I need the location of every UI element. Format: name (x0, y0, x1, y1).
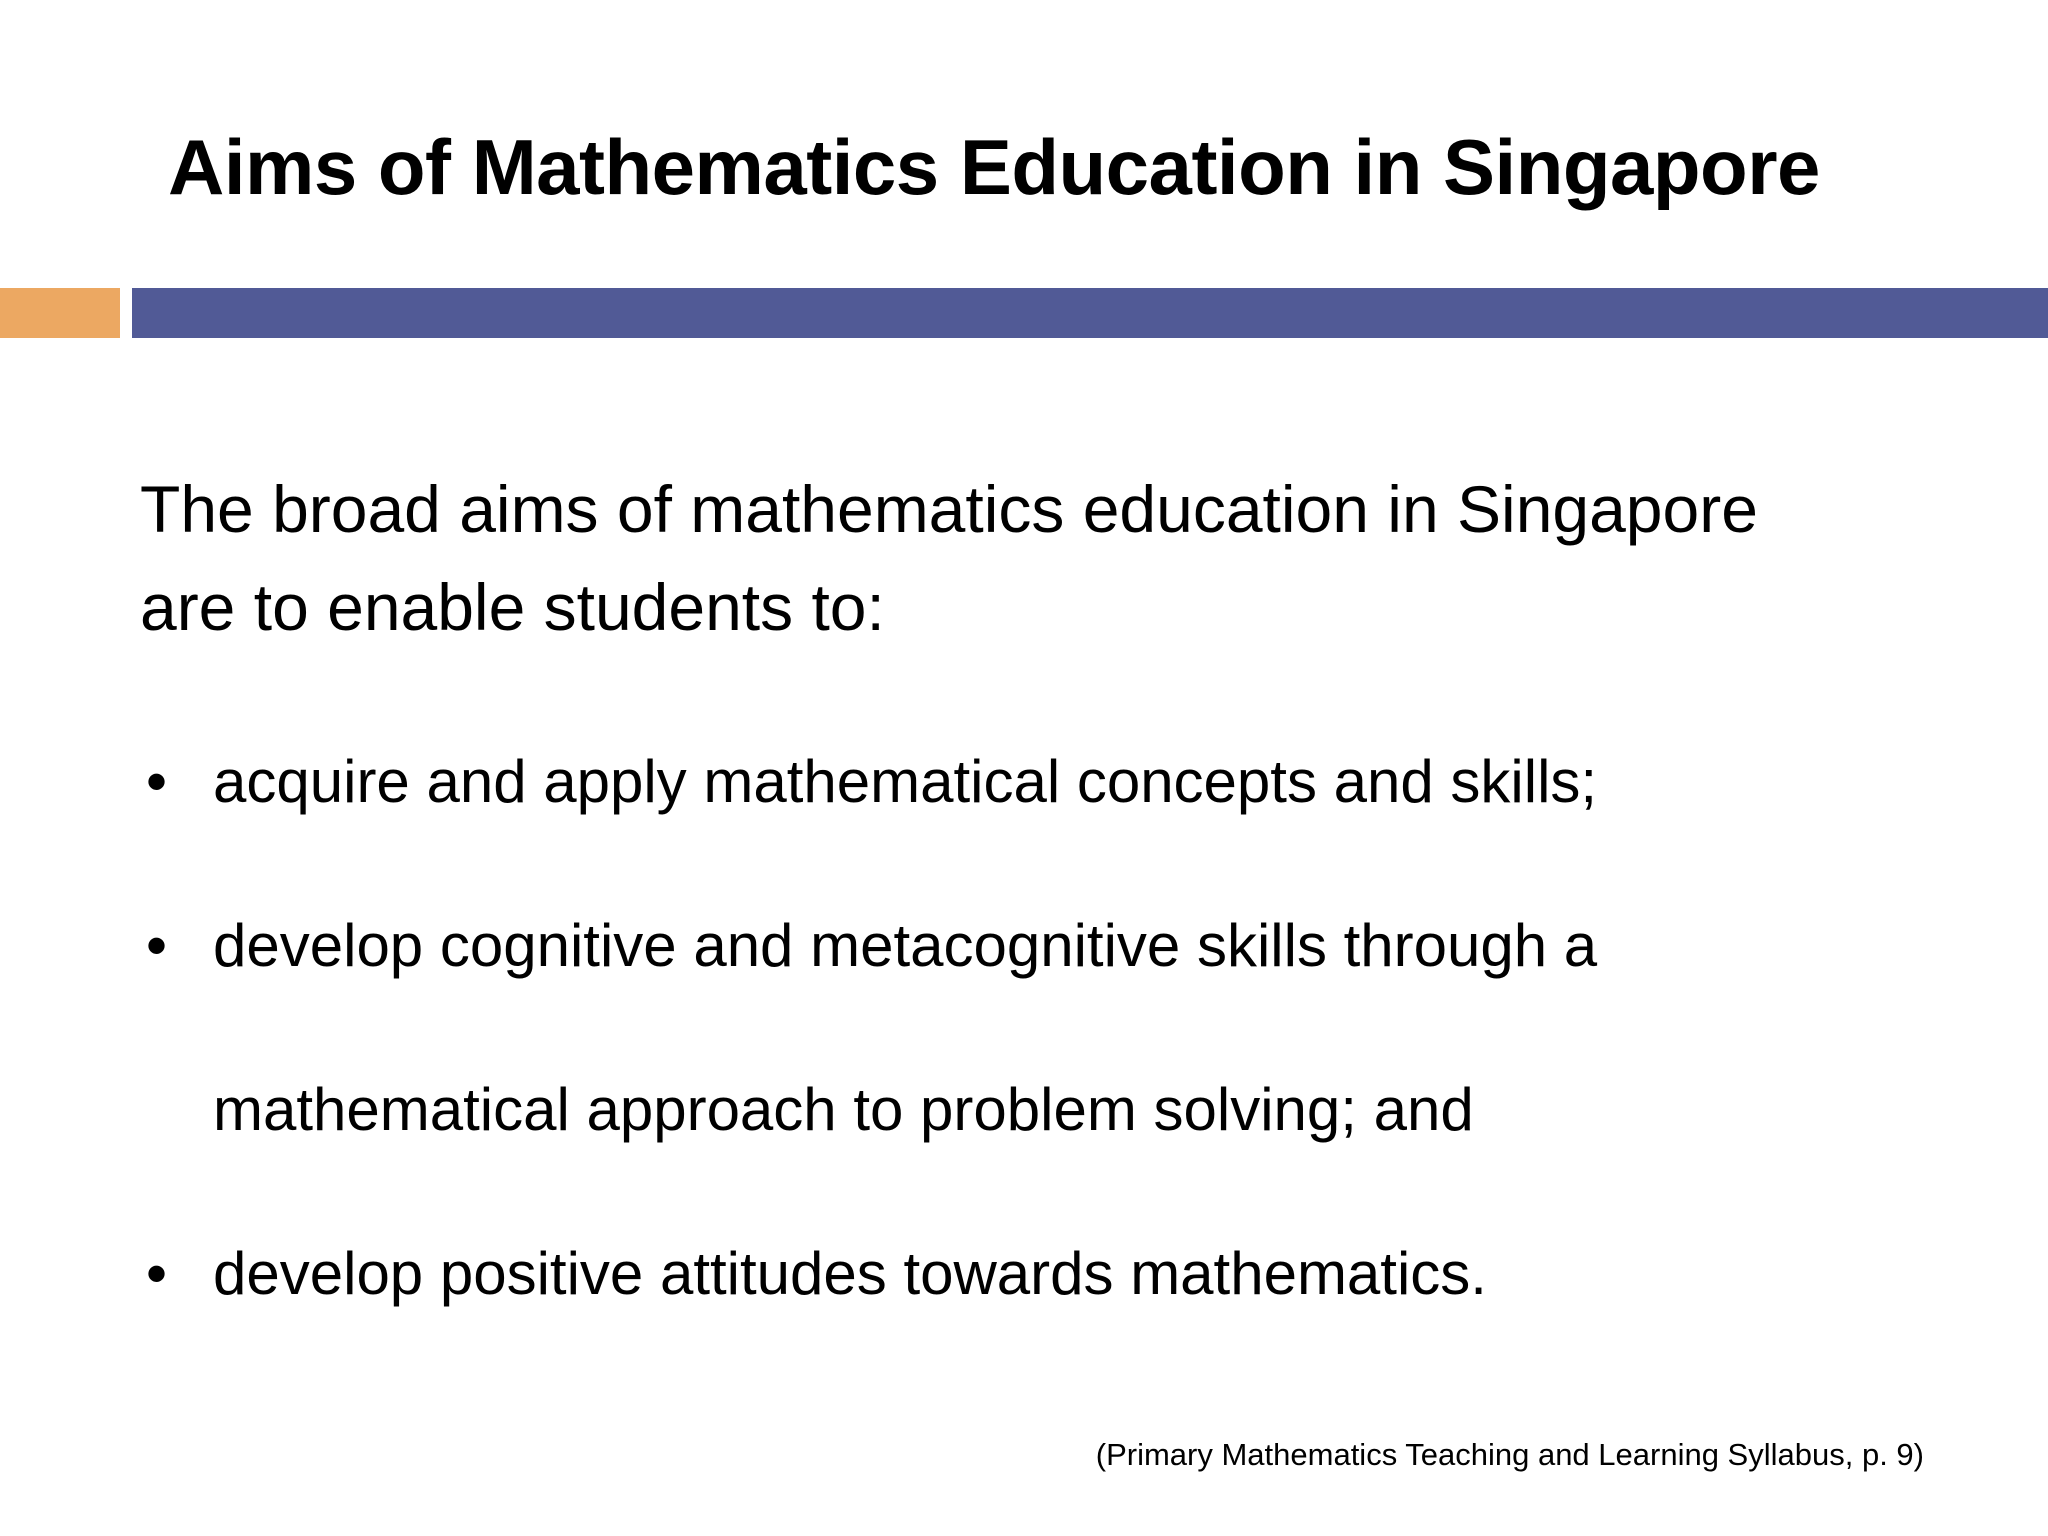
accent-bar-orange (0, 288, 120, 338)
bullet-item (140, 1192, 1840, 1356)
accent-bar-blue (132, 288, 2048, 338)
intro-text: The broad aims of mathematics education in Singapore are to enable students to: (140, 472, 1758, 644)
bullet-dot-icon: • (146, 912, 168, 979)
bullet-item (140, 700, 1840, 864)
bullet-text: acquire and apply mathematical concepts and skills; (213, 748, 1598, 815)
bullet-item (140, 864, 1840, 1192)
citation: (Primary Mathematics Teaching and Learning Syllabus, p. 9) (1095, 1437, 1924, 1472)
aims-bullet-list (140, 700, 1840, 1356)
bullet-dot-icon: • (146, 1240, 168, 1307)
bullet-text: develop cognitive and metacognitive skills through a mathematical approach to problem solving; and (213, 912, 1598, 1143)
bullet-dot-icon: • (146, 748, 168, 815)
bullet-text: develop positive attitudes towards mathematics. (213, 1240, 1487, 1307)
slide-title: Aims of Mathematics Education in Singapore (168, 123, 1820, 211)
